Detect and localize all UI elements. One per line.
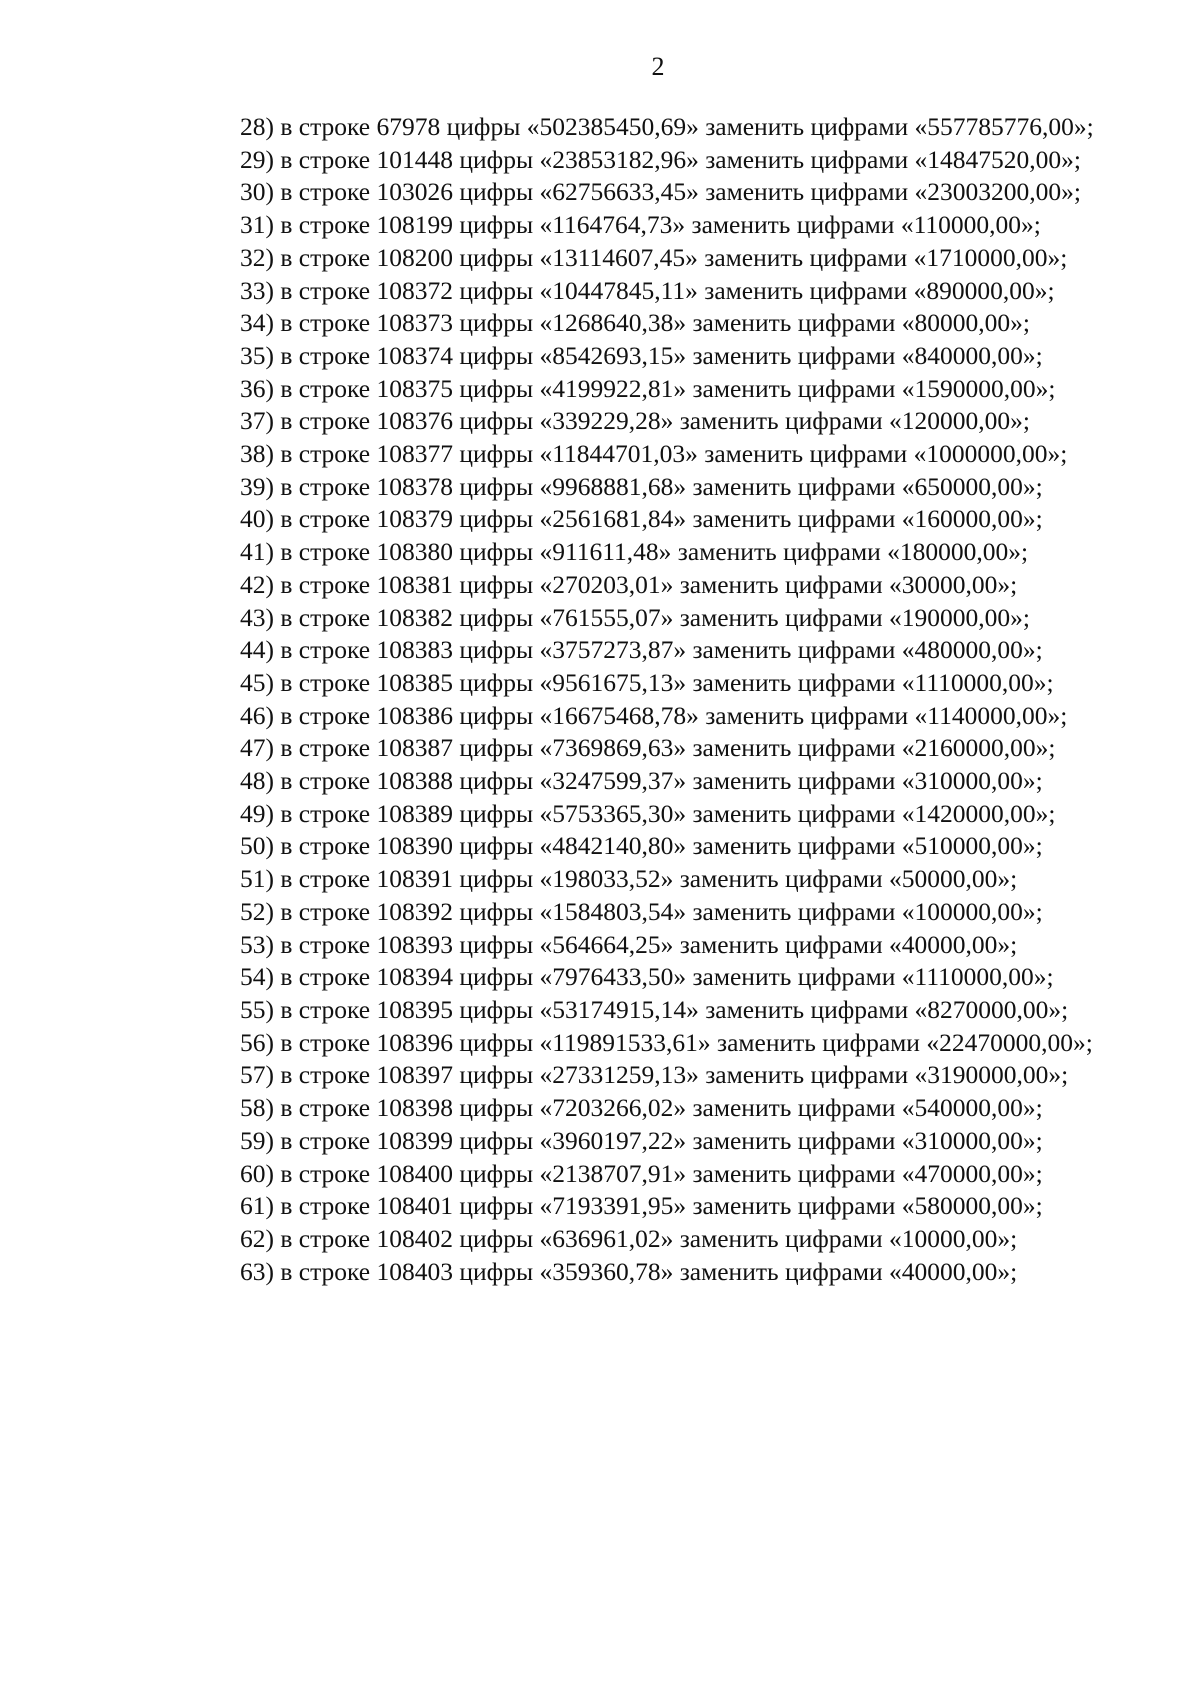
amendment-item: 58) в строке 108398 цифры «7203266,02» заменить цифрами «540000,00»; <box>240 1093 1043 1123</box>
amendment-item: 52) в строке 108392 цифры «1584803,54» заменить цифрами «100000,00»; <box>240 896 1043 926</box>
amendment-item: 51) в строке 108391 цифры «198033,52» заменить цифрами «50000,00»; <box>240 864 1018 894</box>
amendment-item: 56) в строке 108396 цифры «119891533,61» заменить цифрами «22470000,00»; <box>240 1027 1093 1057</box>
document-body <box>172 111 1142 1288</box>
amendment-item: 29) в строке 101448 цифры «23853182,96» заменить цифрами «14847520,00»; <box>240 144 1081 174</box>
amendment-item: 63) в строке 108403 цифры «359360,78» заменить цифрами «40000,00»; <box>240 1256 1018 1286</box>
amendment-item: 49) в строке 108389 цифры «5753365,30» заменить цифрами «1420000,00»; <box>240 798 1056 828</box>
amendment-item: 62) в строке 108402 цифры «636961,02» заменить цифрами «10000,00»; <box>240 1223 1018 1253</box>
amendment-item: 40) в строке 108379 цифры «2561681,84» заменить цифрами «160000,00»; <box>240 504 1043 534</box>
amendment-item: 37) в строке 108376 цифры «339229,28» заменить цифрами «120000,00»; <box>240 406 1030 436</box>
amendment-item: 41) в строке 108380 цифры «911611,48» заменить цифрами «180000,00»; <box>240 537 1029 567</box>
amendment-item: 36) в строке 108375 цифры «4199922,81» заменить цифрами «1590000,00»; <box>240 373 1056 403</box>
amendment-item: 54) в строке 108394 цифры «7976433,50» заменить цифрами «1110000,00»; <box>240 962 1054 992</box>
amendment-item: 46) в строке 108386 цифры «16675468,78» заменить цифрами «1140000,00»; <box>240 700 1068 730</box>
amendment-item: 28) в строке 67978 цифры «502385450,69» заменить цифрами «557785776,00»; <box>240 112 1094 141</box>
amendment-item: 39) в строке 108378 цифры «9968881,68» заменить цифрами «650000,00»; <box>240 471 1043 501</box>
amendment-item: 44) в строке 108383 цифры «3757273,87» заменить цифрами «480000,00»; <box>240 635 1043 665</box>
amendment-item: 33) в строке 108372 цифры «10447845,11» заменить цифрами «890000,00»; <box>240 275 1055 305</box>
amendment-item: 35) в строке 108374 цифры «8542693,15» заменить цифрами «840000,00»; <box>240 340 1043 370</box>
amendment-item: 43) в строке 108382 цифры «761555,07» заменить цифрами «190000,00»; <box>240 602 1030 632</box>
amendment-item: 42) в строке 108381 цифры «270203,01» заменить цифрами «30000,00»; <box>240 569 1018 599</box>
amendment-item: 38) в строке 108377 цифры «11844701,03» заменить цифрами «1000000,00»; <box>240 439 1068 469</box>
amendment-item: 30) в строке 103026 цифры «62756633,45» заменить цифрами «23003200,00»; <box>240 177 1081 207</box>
amendment-item: 55) в строке 108395 цифры «53174915,14» заменить цифрами «8270000,00»; <box>240 994 1069 1024</box>
amendment-item: 59) в строке 108399 цифры «3960197,22» заменить цифрами «310000,00»; <box>240 1125 1043 1155</box>
amendment-item: 57) в строке 108397 цифры «27331259,13» заменить цифрами «3190000,00»; <box>240 1060 1069 1090</box>
amendment-item: 45) в строке 108385 цифры «9561675,13» заменить цифрами «1110000,00»; <box>240 667 1054 697</box>
amendment-item: 61) в строке 108401 цифры «7193391,95» заменить цифрами «580000,00»; <box>240 1191 1043 1221</box>
amendment-item: 34) в строке 108373 цифры «1268640,38» заменить цифрами «80000,00»; <box>240 308 1030 338</box>
amendment-item: 32) в строке 108200 цифры «13114607,45» заменить цифрами «1710000,00»; <box>240 242 1068 272</box>
amendment-item: 60) в строке 108400 цифры «2138707,91» заменить цифрами «470000,00»; <box>240 1158 1043 1188</box>
amendment-item: 53) в строке 108393 цифры «564664,25» заменить цифрами «40000,00»; <box>240 929 1018 959</box>
amendment-item: 47) в строке 108387 цифры «7369869,63» заменить цифрами «2160000,00»; <box>240 733 1056 763</box>
amendment-item: 50) в строке 108390 цифры «4842140,80» заменить цифрами «510000,00»; <box>240 831 1043 861</box>
amendment-item: 31) в строке 108199 цифры «1164764,73» заменить цифрами «110000,00»; <box>240 210 1041 240</box>
amendment-item: 48) в строке 108388 цифры «3247599,37» заменить цифрами «310000,00»; <box>240 766 1043 796</box>
page-number: 2 <box>651 52 665 81</box>
